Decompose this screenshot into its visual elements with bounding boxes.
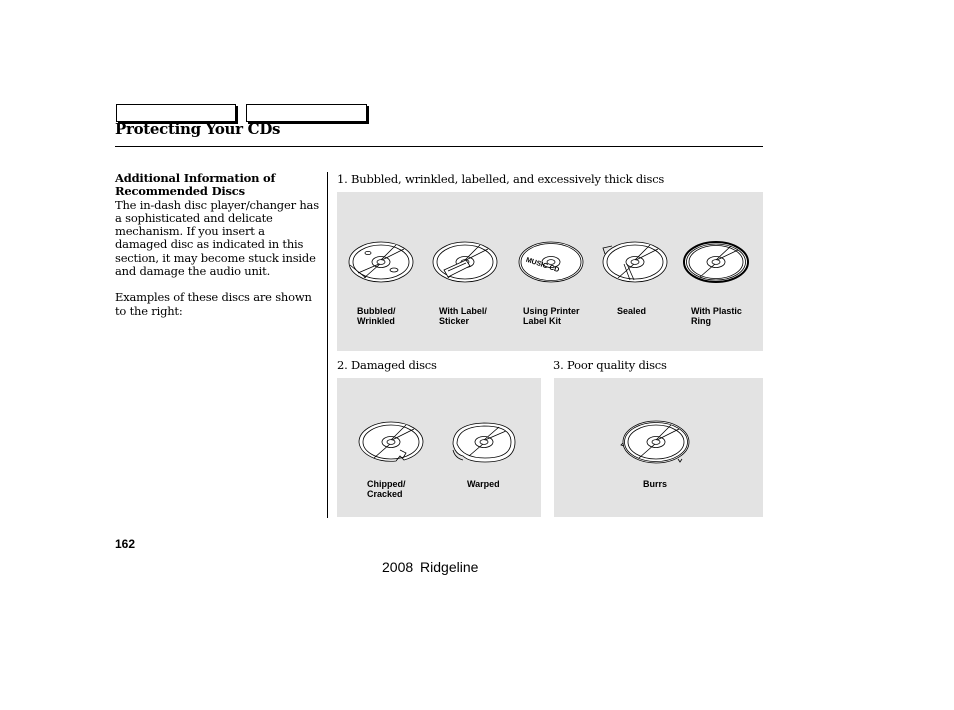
disc-label-sticker: With Label/ Sticker <box>439 306 487 326</box>
sealed-disc-icon <box>600 240 670 286</box>
disc-label-chipped: Chipped/ Cracked <box>367 479 406 499</box>
printer-label-disc-icon <box>516 240 586 286</box>
title-rule <box>115 146 763 147</box>
disc-label-printer-kit: Using Printer Label Kit <box>523 306 580 326</box>
warped-disc-icon <box>449 420 519 466</box>
heading-line-1: Additional Information of <box>115 171 276 185</box>
section3-caption: 3. Poor quality discs <box>553 358 667 372</box>
section1-caption: 1. Bubbled, wrinkled, labelled, and excessively thick discs <box>337 172 665 186</box>
page-number: 162 <box>115 537 136 551</box>
section-heading <box>115 172 320 199</box>
page-title: Protecting Your CDs <box>115 120 281 138</box>
footer-model: 2008 Ridgeline <box>382 559 479 575</box>
intro-paragraph: The in-dash disc player/changer has a sophisticated and delicate mechanism. If you insert a damaged disc as indicated in this section, it may become stuck inside and damage the audio unit. <box>115 197 319 279</box>
label-sticker-disc-icon <box>430 240 500 286</box>
disc-label-sealed: Sealed <box>617 306 647 316</box>
left-column <box>115 172 320 318</box>
burrs-disc-icon <box>620 419 692 467</box>
column-divider <box>327 172 328 518</box>
disc-label-plastic-ring: With Plastic Ring <box>691 306 742 326</box>
disc-label-bubbled: Bubbled/ Wrinkled <box>357 306 396 326</box>
heading-line-2: Recommended Discs <box>115 184 245 199</box>
printer-label-disc-text: MUSIC CD <box>524 256 560 275</box>
bubbled-disc-icon <box>346 240 416 286</box>
disc-label-burrs: Burrs <box>643 479 668 489</box>
section2-caption: 2. Damaged discs <box>337 358 437 372</box>
examples-paragraph: Examples of these discs are shown to the right: <box>115 290 312 318</box>
plastic-ring-disc-icon <box>681 240 751 286</box>
disc-label-warped: Warped <box>467 479 500 489</box>
chipped-disc-icon <box>356 420 426 466</box>
